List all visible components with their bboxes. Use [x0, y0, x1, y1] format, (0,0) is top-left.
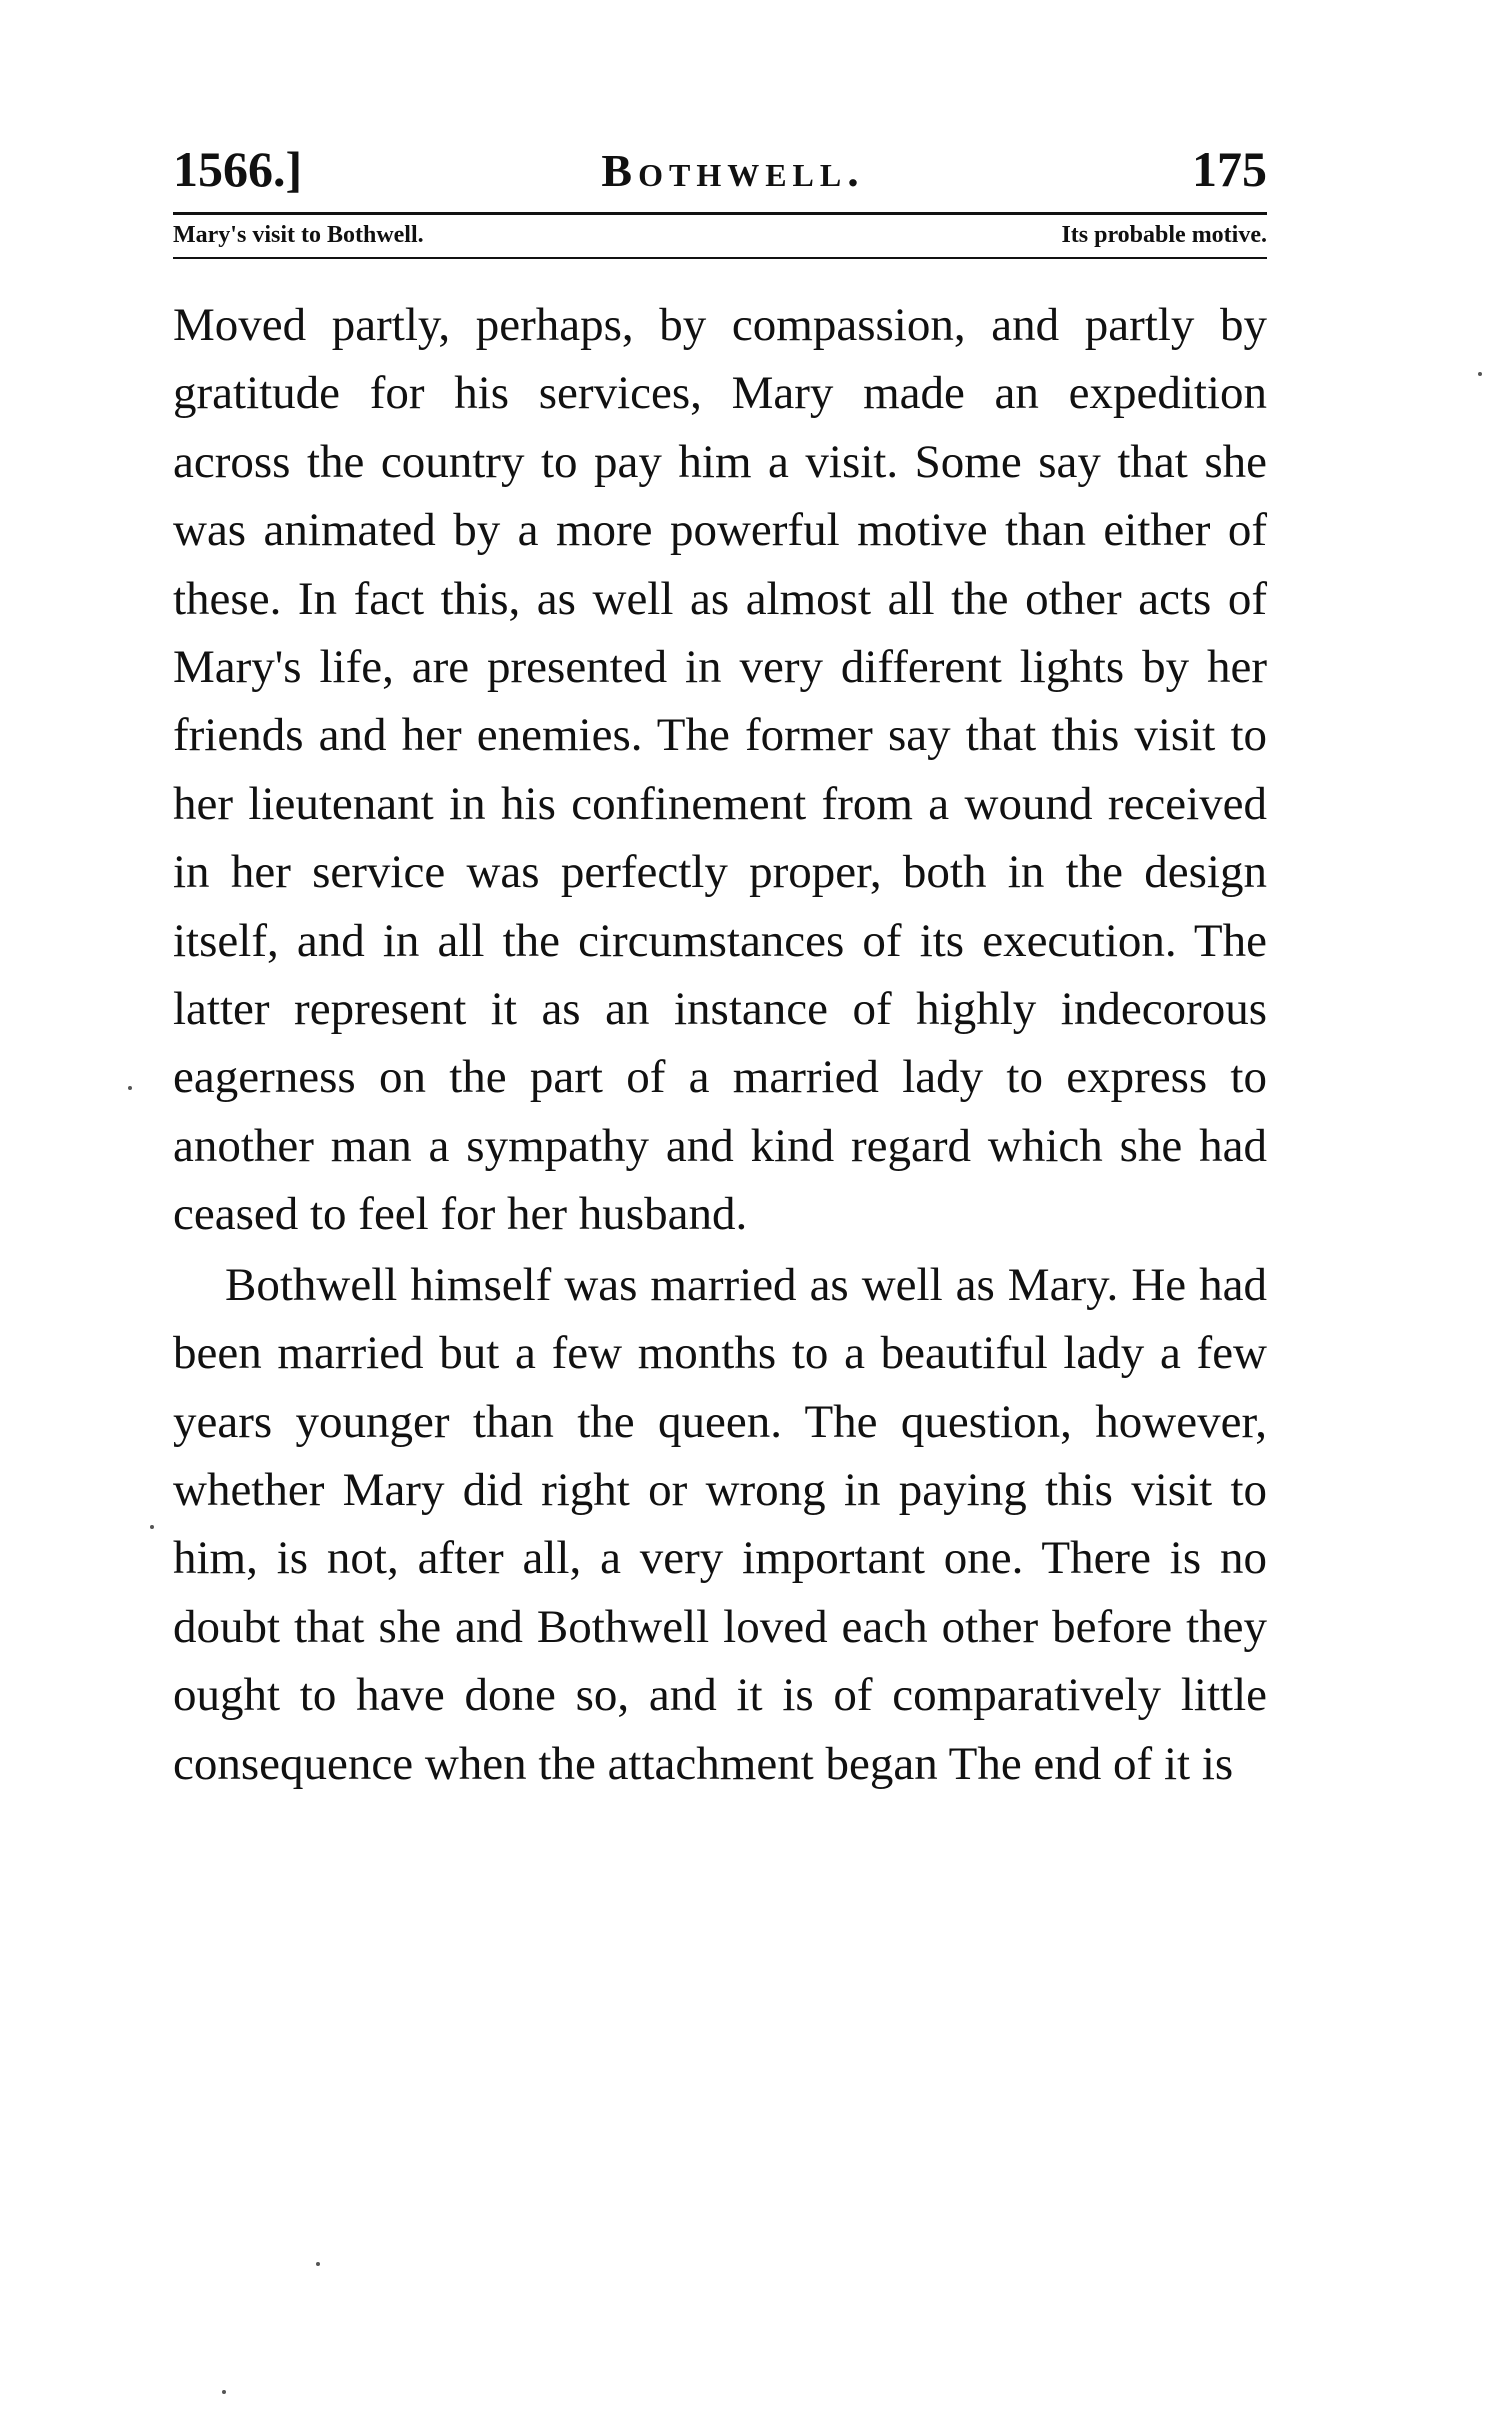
paper-speck	[222, 2390, 226, 2394]
paragraph-1: Moved partly, perhaps, by compassion, and partly by gratitude for his services, Mary made an expedition across the country to pay him a visit. Some say that she was animated by a more powerful motive than either of these. In fact this, as well as almost all the other acts of Mary's life, are presented in very different lights by her friends and her enemies. The former say that this visit to her lieutenant in his confinement from a wound received in her service was perfectly proper, both in the design itself, and in all the circumstances of its execution. The latter represent it as an instance of highly indecorous eagerness on the part of a married lady to express to another man a sympathy and kind regard which she had ceased to feel for her husband.	[173, 299, 1267, 1241]
side-note-right: Its probable motive.	[1061, 222, 1267, 248]
book-page	[173, 130, 1267, 1798]
paragraph-2: Bothwell himself was married as well as Mary. He had been married but a few months to a beautiful lady a few years younger than the queen. The question, however, whether Mary did right or wrong in paying this visit to him, is not, after all, a very important one. There is no doubt that she and Bothwell loved each other before they ought to have done so, and it is of comparatively little consequence when the attachment began The end of it is	[173, 1258, 1267, 1790]
paper-speck	[316, 2262, 320, 2266]
body-text	[173, 291, 1267, 1798]
header-title: Bothwell.	[601, 145, 865, 196]
page-number: 175	[1192, 141, 1267, 197]
paper-speck	[128, 1086, 132, 1090]
running-head	[173, 130, 1267, 208]
paper-speck	[150, 1525, 154, 1529]
side-notes	[173, 215, 1267, 255]
paper-speck	[1478, 372, 1482, 376]
header-year: 1566.]	[173, 141, 303, 197]
side-note-rule	[173, 257, 1267, 259]
side-note-left: Mary's visit to Bothwell.	[173, 222, 424, 248]
